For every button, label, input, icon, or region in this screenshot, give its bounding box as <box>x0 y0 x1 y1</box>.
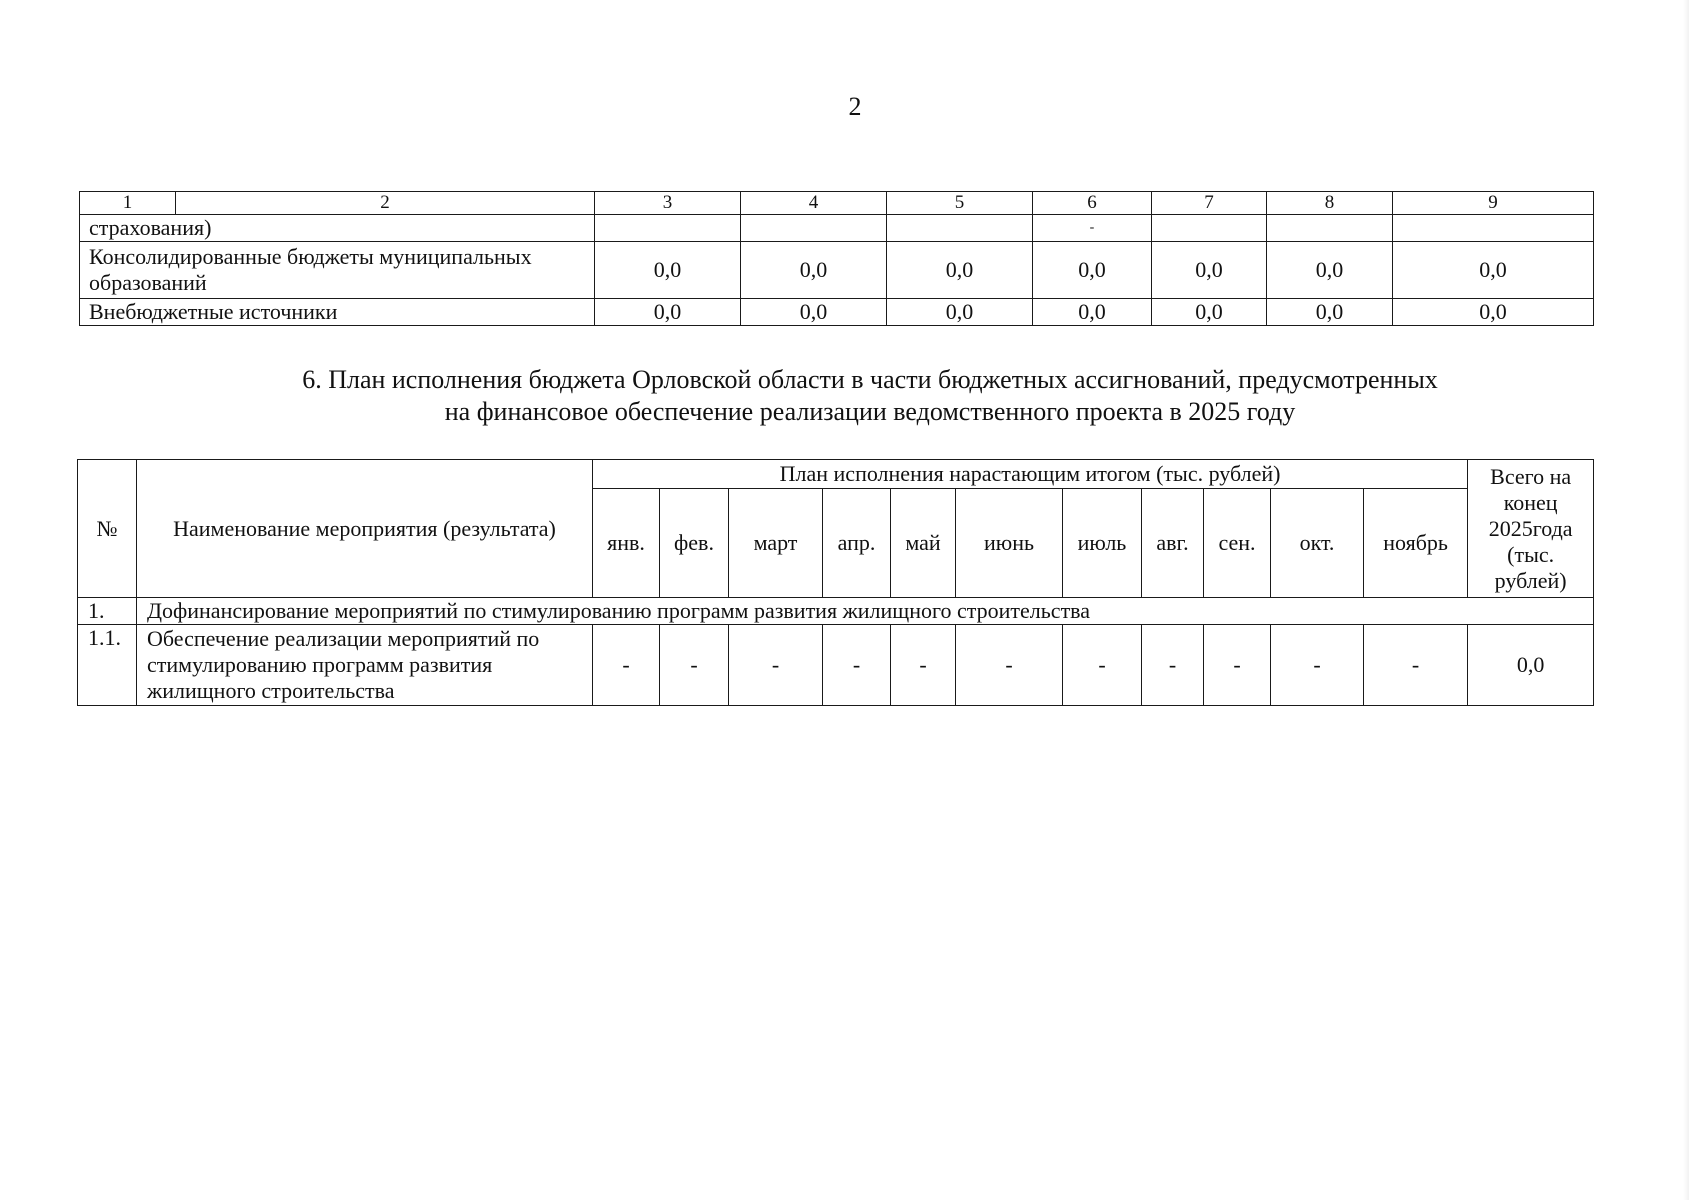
total-cell: 0,0 <box>1468 625 1594 706</box>
table-cell: 0,0 <box>1267 299 1393 326</box>
month-header: март <box>729 489 823 598</box>
table-cell: - <box>1142 625 1204 706</box>
month-header: июнь <box>956 489 1063 598</box>
month-header: авг. <box>1142 489 1204 598</box>
row-label: Обеспечение реализации мероприятий по стимулированию программ развития жилищного строительства <box>137 625 593 706</box>
table-cell: 0,0 <box>1393 242 1594 299</box>
month-header: окт. <box>1271 489 1364 598</box>
header-total: Всего на конец 2025года (тыс. рублей) <box>1468 460 1594 598</box>
table-cell: 0,0 <box>1267 242 1393 299</box>
table-cell: 0,0 <box>1033 299 1152 326</box>
row-label: Консолидированные бюджеты муниципальных образований <box>80 242 595 299</box>
table-cell <box>595 215 741 242</box>
page-number: 2 <box>848 92 862 121</box>
table-row <box>80 215 1594 242</box>
table-row <box>80 242 1594 299</box>
table-cell: - <box>660 625 729 706</box>
month-header: май <box>891 489 956 598</box>
table-cell: 0,0 <box>1033 242 1152 299</box>
header-activity-name: Наименование мероприятия (результата) <box>137 460 593 598</box>
month-header: янв. <box>593 489 660 598</box>
table-header-row <box>80 192 1594 215</box>
month-header: ноябрь <box>1364 489 1468 598</box>
header-cell: 5 <box>887 192 1033 215</box>
table-cell: - <box>729 625 823 706</box>
header-cell: 1 <box>80 192 176 215</box>
table-cell: 0,0 <box>741 242 887 299</box>
row-label: Внебюджетные источники <box>80 299 595 326</box>
funding-sources-table <box>79 191 1594 326</box>
row-number: 1.1. <box>78 625 137 706</box>
table-cell: - <box>1271 625 1364 706</box>
header-cell: 9 <box>1393 192 1594 215</box>
table-cell: - <box>1364 625 1468 706</box>
month-header: апр. <box>823 489 891 598</box>
table-cell <box>1267 215 1393 242</box>
row-label: Дофинансирование мероприятий по стимулированию программ развития жилищного строительства <box>137 598 1594 625</box>
header-cell: 8 <box>1267 192 1393 215</box>
header-cell: 3 <box>595 192 741 215</box>
table-cell: - <box>1204 625 1271 706</box>
table-row <box>78 598 1594 625</box>
month-header: июль <box>1063 489 1142 598</box>
month-header: фев. <box>660 489 729 598</box>
table-cell: 0,0 <box>1152 242 1267 299</box>
table-cell: - <box>593 625 660 706</box>
section-title-line: на финансовое обеспечение реализации ведомственного проекта в 2025 году <box>444 397 1296 426</box>
table-cell: 0,0 <box>1393 299 1594 326</box>
table-cell: 0,0 <box>741 299 887 326</box>
header-cell: 2 <box>176 192 595 215</box>
table-cell: 0,0 <box>1152 299 1267 326</box>
header-plan-group: План исполнения нарастающим итогом (тыс. рублей) <box>593 460 1468 489</box>
row-number: 1. <box>78 598 137 625</box>
budget-execution-plan-table <box>77 459 1594 706</box>
header-cell: 4 <box>741 192 887 215</box>
header-cell: 7 <box>1152 192 1267 215</box>
table-row <box>80 299 1594 326</box>
table-cell <box>1393 215 1594 242</box>
table-cell <box>741 215 887 242</box>
table-cell: - <box>823 625 891 706</box>
row-label: страхования) <box>80 215 595 242</box>
section-title <box>0 364 1689 428</box>
table-cell <box>1152 215 1267 242</box>
table-cell: - <box>891 625 956 706</box>
table-cell: - <box>956 625 1063 706</box>
section-title-line: 6. План исполнения бюджета Орловской области в части бюджетных ассигнований, предусмотренных <box>302 365 1438 394</box>
table-row <box>78 625 1594 706</box>
table-cell: 0,0 <box>595 242 741 299</box>
table-cell: - <box>1063 625 1142 706</box>
table-cell: - <box>1033 215 1152 242</box>
table-cell <box>887 215 1033 242</box>
table-cell: 0,0 <box>887 299 1033 326</box>
table-cell: 0,0 <box>887 242 1033 299</box>
month-header: сен. <box>1204 489 1271 598</box>
page-edge <box>1683 0 1689 1200</box>
table-header-row <box>78 460 1594 489</box>
header-cell: 6 <box>1033 192 1152 215</box>
table-cell: 0,0 <box>595 299 741 326</box>
header-number: № <box>78 460 137 598</box>
